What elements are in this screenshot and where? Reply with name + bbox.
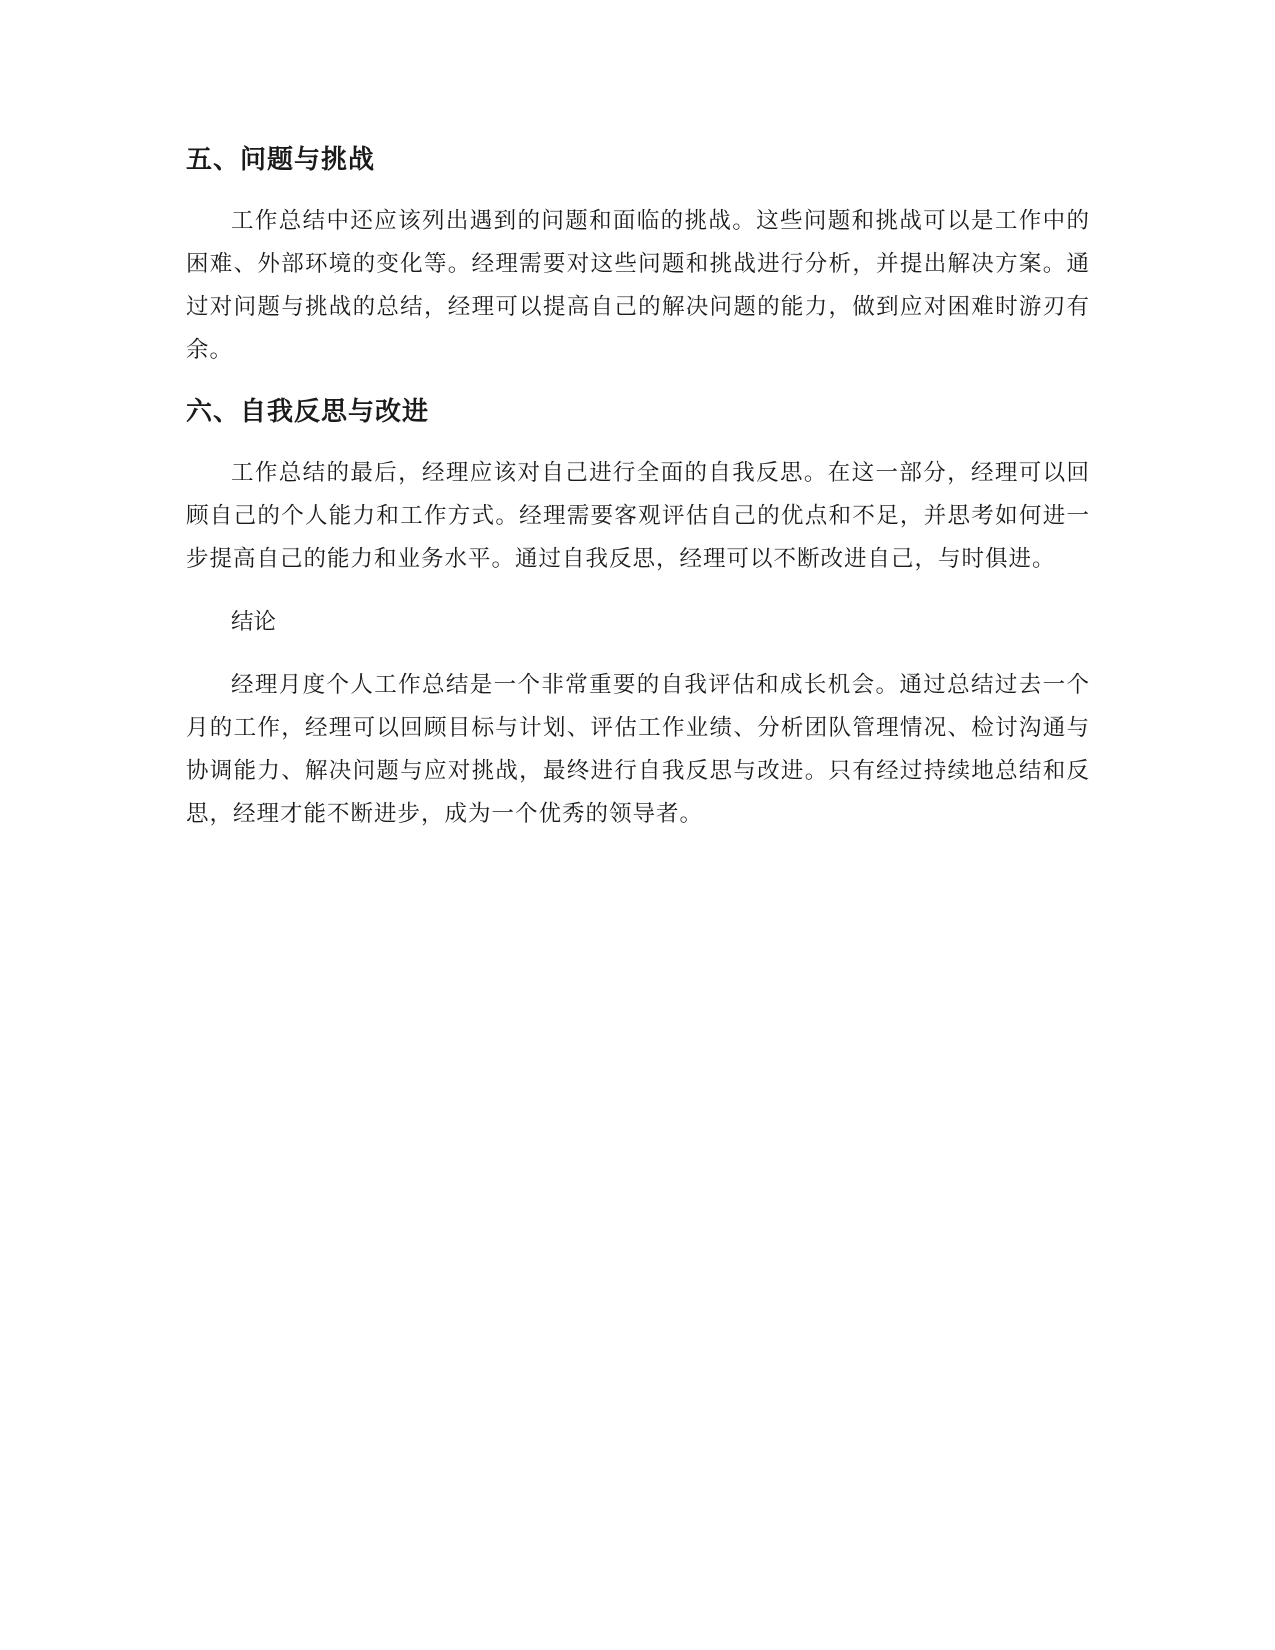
document-body: [186, 140, 1090, 836]
section-paragraph-reflection: 工作总结的最后，经理应该对自己进行全面的自我反思。在这一部分，经理可以回顾自己的个人能力和工作方式。经理需要客观评估自己的优点和不足，并思考如何进一步提高自己的能力和业务水平。通过自我反思，经理可以不断改进自己，与时俱进。: [186, 460, 1090, 572]
conclusion-paragraph: 经理月度个人工作总结是一个非常重要的自我评估和成长机会。通过总结过去一个月的工作，经理可以回顾目标与计划、评估工作业绩、分析团队管理情况、检讨沟通与协调能力、解决问题与应对挑战，最终进行自我反思与改进。只有经过持续地总结和反思，经理才能不断进步，成为一个优秀的领导者。: [186, 672, 1090, 827]
section-paragraph-problems: 工作总结中还应该列出遇到的问题和面临的挑战。这些问题和挑战可以是工作中的困难、外部环境的变化等。经理需要对这些问题和挑战进行分析，并提出解决方案。通过对问题与挑战的总结，经理可以提高自己的解决问题的能力，做到应对困难时游刃有余。: [186, 208, 1090, 363]
conclusion-label: 结论: [231, 609, 277, 635]
section-heading-problems: 五、问题与挑战: [186, 145, 376, 175]
section-heading-reflection: 六、自我反思与改进: [186, 397, 430, 427]
